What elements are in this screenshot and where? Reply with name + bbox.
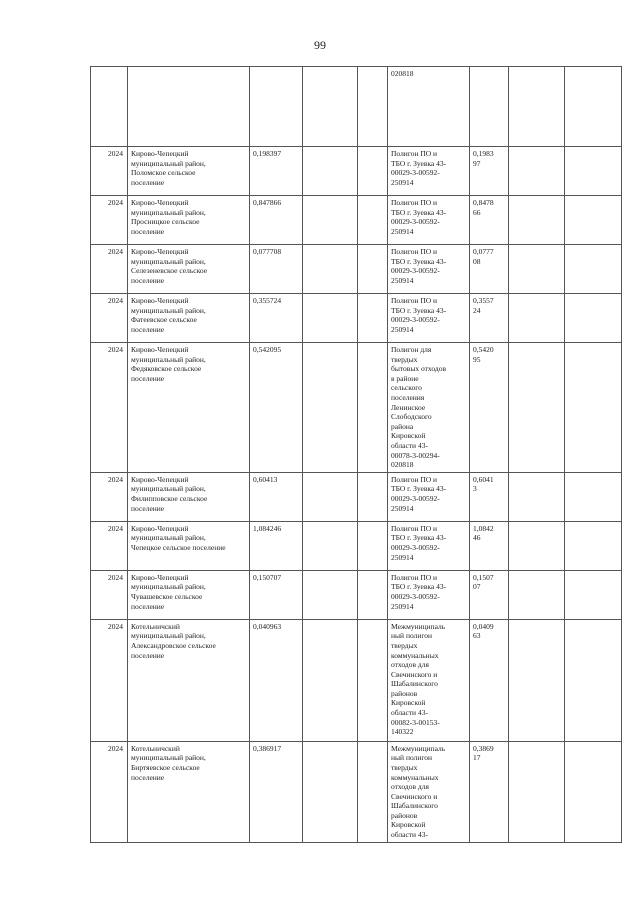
object-text: Полигон ПО и ТБО г. Зуевка 43- 00029-3-00592- 250914 bbox=[391, 247, 447, 285]
value-text: 0,355724 bbox=[253, 296, 282, 305]
object-text: Полигон для твердых бытовых отходов в районе сельского поселения Ленинское Слободского района Кировской области 43- 00078-3-00294- 020818 bbox=[391, 345, 447, 470]
value-text: 0,198397 bbox=[253, 149, 282, 158]
area-text: Кирово-Чепецкий муниципальный район, Фатеевское сельское поселение bbox=[131, 296, 206, 334]
table-row-continued bbox=[91, 67, 622, 147]
total-cell bbox=[470, 521, 509, 570]
area-cell bbox=[128, 521, 250, 570]
value-cell bbox=[250, 147, 303, 196]
cell bbox=[303, 147, 358, 196]
object-cell bbox=[388, 196, 470, 245]
cell bbox=[565, 67, 622, 147]
total-text: 1,0842 46 bbox=[473, 523, 494, 543]
cell bbox=[303, 294, 358, 343]
object-text: Полигон ПО и ТБО г. Зуевка 43- 00029-3-00592- 250914 bbox=[391, 474, 447, 513]
object-cell bbox=[388, 741, 470, 842]
cell bbox=[565, 521, 622, 570]
cell bbox=[250, 67, 303, 147]
total-cell bbox=[470, 343, 509, 473]
year-text: 2024 bbox=[108, 572, 123, 582]
object-cell bbox=[388, 472, 470, 521]
area-text: Котельничский муниципальный район, Александровское сельское поселение bbox=[131, 621, 216, 660]
year-cell bbox=[91, 196, 128, 245]
table-row bbox=[91, 196, 622, 245]
object-cell bbox=[388, 294, 470, 343]
cell bbox=[565, 472, 622, 521]
area-cell bbox=[128, 570, 250, 619]
area-cell bbox=[128, 196, 250, 245]
table-row bbox=[91, 619, 622, 741]
object-text: Полигон ПО и ТБО г. Зуевка 43- 00029-3-00592- 250914 bbox=[391, 572, 447, 611]
year-text: 2024 bbox=[108, 523, 123, 533]
area-cell bbox=[128, 245, 250, 294]
year-text: 2024 bbox=[108, 743, 123, 753]
cell bbox=[509, 147, 565, 196]
cell bbox=[358, 147, 388, 196]
cell bbox=[303, 196, 358, 245]
cell bbox=[303, 619, 358, 741]
object-text: Полигон ПО и ТБО г. Зуевка 43- 00029-3-00592- 250914 bbox=[391, 149, 447, 187]
cell bbox=[470, 67, 509, 147]
object-cell bbox=[388, 343, 470, 473]
area-text: Котельничский муниципальный район, Биртяевское сельское поселение bbox=[131, 743, 206, 782]
total-text: 0,5420 95 bbox=[473, 345, 494, 364]
value-cell bbox=[250, 521, 303, 570]
object-cell bbox=[388, 570, 470, 619]
cell bbox=[303, 343, 358, 473]
cell bbox=[128, 67, 250, 147]
cell bbox=[565, 245, 622, 294]
object-text: Межмуниципаль ный полигон твердых коммунальных отходов для Свечинского и Шабалинского районов Кировской области 43- 00082-3-00153- 140322 bbox=[391, 621, 446, 737]
year-text: 2024 bbox=[108, 621, 123, 631]
total-text: 0,3869 17 bbox=[473, 743, 494, 763]
cell bbox=[509, 245, 565, 294]
total-cell bbox=[470, 619, 509, 741]
year-text: 2024 bbox=[108, 149, 123, 158]
total-text: 0,0409 63 bbox=[473, 621, 494, 641]
total-text: 0,1983 97 bbox=[473, 149, 494, 168]
cell bbox=[303, 472, 358, 521]
object-cell bbox=[388, 521, 470, 570]
cell bbox=[565, 741, 622, 842]
cell bbox=[303, 570, 358, 619]
cell bbox=[565, 570, 622, 619]
area-text: Кирово-Чепецкий муниципальный район, Просницкое сельское поселение bbox=[131, 198, 206, 236]
table-row bbox=[91, 521, 622, 570]
table-row bbox=[91, 570, 622, 619]
year-cell bbox=[91, 472, 128, 521]
value-cell bbox=[250, 245, 303, 294]
value-text: 0,040963 bbox=[253, 621, 282, 631]
area-cell bbox=[128, 741, 250, 842]
year-cell bbox=[91, 619, 128, 741]
value-cell bbox=[250, 472, 303, 521]
area-cell bbox=[128, 147, 250, 196]
value-text: 0,60413 bbox=[253, 474, 278, 484]
cell bbox=[358, 196, 388, 245]
cell bbox=[509, 619, 565, 741]
total-text: 0,3557 24 bbox=[473, 296, 494, 315]
value-cell bbox=[250, 619, 303, 741]
cell bbox=[509, 196, 565, 245]
total-cell bbox=[470, 294, 509, 343]
cell bbox=[565, 619, 622, 741]
year-text: 2024 bbox=[108, 198, 123, 207]
table-row bbox=[91, 472, 622, 521]
total-text: 0,8478 66 bbox=[473, 198, 494, 217]
value-text: 0,150707 bbox=[253, 572, 282, 582]
year-cell bbox=[91, 570, 128, 619]
cell bbox=[358, 619, 388, 741]
area-text: Кирово-Чепецкий муниципальный район, Чепецкое сельское поселение bbox=[131, 523, 226, 552]
value-text: 0,077708 bbox=[253, 247, 282, 256]
cell bbox=[358, 343, 388, 473]
value-cell bbox=[250, 343, 303, 473]
value-cell bbox=[250, 570, 303, 619]
cell bbox=[509, 741, 565, 842]
data-table bbox=[90, 66, 622, 843]
total-text: 0,6041 3 bbox=[473, 474, 494, 494]
area-cell bbox=[128, 343, 250, 473]
year-cell bbox=[91, 521, 128, 570]
value-text: 1,084246 bbox=[253, 523, 282, 533]
cell bbox=[303, 741, 358, 842]
cell bbox=[358, 67, 388, 147]
year-text: 2024 bbox=[108, 296, 123, 305]
value-cell bbox=[250, 196, 303, 245]
year-cell bbox=[91, 741, 128, 842]
area-text: Кирово-Чепецкий муниципальный район, Поломское сельское поселение bbox=[131, 149, 206, 187]
cell bbox=[358, 294, 388, 343]
year-text: 2024 bbox=[108, 345, 123, 354]
area-text: Кирово-Чепецкий муниципальный район, Селезеневское сельское поселение bbox=[131, 247, 208, 285]
value-text: 0,386917 bbox=[253, 743, 282, 753]
year-text: 2024 bbox=[108, 474, 123, 484]
table-row bbox=[91, 343, 622, 473]
cell bbox=[565, 343, 622, 473]
value-text: 0,847866 bbox=[253, 198, 282, 207]
object-text: 020818 bbox=[391, 69, 414, 78]
area-text: Кирово-Чепецкий муниципальный район, Чувашевское сельское поселение bbox=[131, 572, 206, 611]
value-cell bbox=[250, 294, 303, 343]
area-text: Кирово-Чепецкий муниципальный район, Федяковское сельское поселение bbox=[131, 345, 206, 383]
cell bbox=[358, 741, 388, 842]
cell bbox=[565, 196, 622, 245]
cell bbox=[358, 472, 388, 521]
object-text: Полигон ПО и ТБО г. Зуевка 43- 00029-3-00592- 250914 bbox=[391, 523, 447, 562]
total-cell bbox=[470, 196, 509, 245]
cell bbox=[303, 245, 358, 294]
cell bbox=[509, 294, 565, 343]
year-text: 2024 bbox=[108, 247, 123, 256]
total-cell bbox=[470, 570, 509, 619]
year-cell bbox=[91, 294, 128, 343]
total-text: 0,0777 08 bbox=[473, 247, 494, 266]
cell bbox=[303, 67, 358, 147]
table-row bbox=[91, 741, 622, 842]
total-cell bbox=[470, 147, 509, 196]
object-text: Полигон ПО и ТБО г. Зуевка 43- 00029-3-00592- 250914 bbox=[391, 198, 447, 236]
page-number: 99 bbox=[314, 38, 326, 52]
total-text: 0,1507 07 bbox=[473, 572, 494, 592]
object-cell bbox=[388, 67, 470, 147]
value-cell bbox=[250, 741, 303, 842]
area-cell bbox=[128, 619, 250, 741]
table-row bbox=[91, 147, 622, 196]
total-cell bbox=[470, 741, 509, 842]
table-row bbox=[91, 294, 622, 343]
year-cell bbox=[91, 343, 128, 473]
object-cell bbox=[388, 619, 470, 741]
table-row bbox=[91, 245, 622, 294]
cell bbox=[358, 521, 388, 570]
cell bbox=[358, 570, 388, 619]
cell bbox=[565, 147, 622, 196]
cell bbox=[358, 245, 388, 294]
total-cell bbox=[470, 472, 509, 521]
total-cell bbox=[470, 245, 509, 294]
year-cell bbox=[91, 147, 128, 196]
object-text: Полигон ПО и ТБО г. Зуевка 43- 00029-3-00592- 250914 bbox=[391, 296, 447, 334]
cell bbox=[565, 294, 622, 343]
cell bbox=[91, 67, 128, 147]
area-cell bbox=[128, 294, 250, 343]
year-cell bbox=[91, 245, 128, 294]
cell bbox=[509, 472, 565, 521]
object-cell bbox=[388, 245, 470, 294]
cell bbox=[509, 67, 565, 147]
object-text: Межмуниципаль ный полигон твердых коммунальных отходов для Свечинского и Шабалинского районов Кировской области 43- bbox=[391, 743, 446, 840]
cell bbox=[303, 521, 358, 570]
cell bbox=[509, 343, 565, 473]
area-cell bbox=[128, 472, 250, 521]
area-text: Кирово-Чепецкий муниципальный район, Филипповское сельское поселение bbox=[131, 474, 208, 513]
cell bbox=[509, 570, 565, 619]
object-cell bbox=[388, 147, 470, 196]
value-text: 0,542095 bbox=[253, 345, 282, 354]
cell bbox=[509, 521, 565, 570]
